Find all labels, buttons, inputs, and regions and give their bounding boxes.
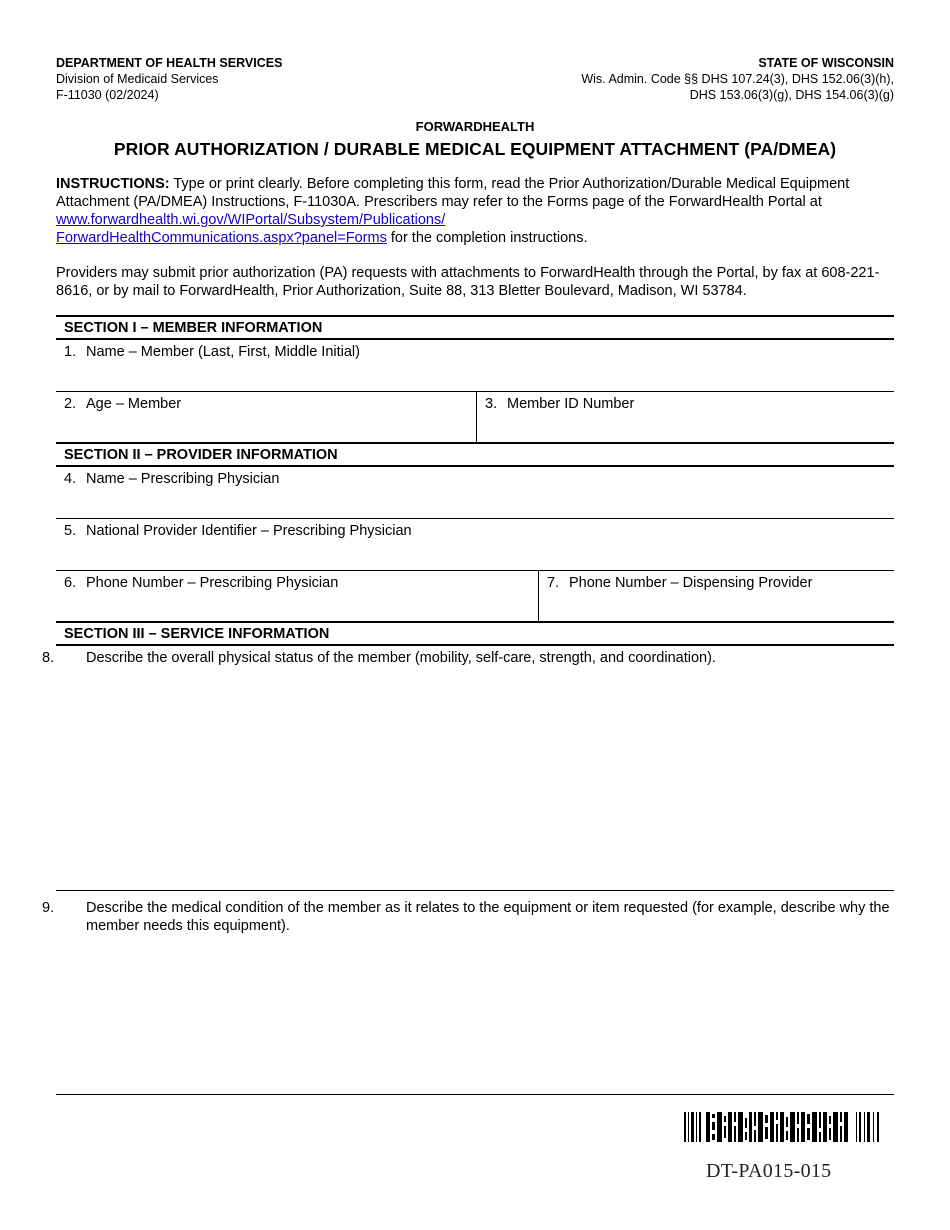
field-number: 5. <box>64 523 77 539</box>
physician-name-field[interactable] <box>56 467 894 518</box>
dispensing-phone-field[interactable] <box>538 571 894 621</box>
physician-phone-field[interactable] <box>56 571 538 621</box>
field-number: 4. <box>64 471 77 487</box>
physician-name-row <box>56 467 894 519</box>
field-label: Name – Member (Last, First, Middle Initial) <box>86 344 360 360</box>
form-brand: FORWARDHEALTH <box>415 119 535 134</box>
field-number: 9. <box>42 900 55 916</box>
field-label: Age – Member <box>86 396 182 412</box>
state-block <box>581 55 894 103</box>
member-name-row <box>56 340 894 392</box>
npi-row <box>56 519 894 571</box>
forms-link-part1: www.forwardhealth.wi.gov/WIPortal/Subsystem/Publications/ <box>56 212 446 228</box>
instructions-text: Type or print clearly. Before completing this form, read the Prior Authorization/Durable Medical Equipment Attachment (PA/DMEA) Instructions, F-11030A. Prescribers may refer to the Forms page of the ForwardHealth Portal at <box>56 176 850 210</box>
section2-header: SECTION II – PROVIDER INFORMATION <box>56 442 894 467</box>
department-name: DEPARTMENT OF HEALTH SERVICES <box>56 56 283 70</box>
form-number: F-11030 (02/2024) <box>56 88 159 102</box>
submission-paragraph: Providers may submit prior authorization (PA) requests with attachments to ForwardHealth through the Portal, by fax at 608-221-8616, or by mail to ForwardHealth, Prior Authorization, Suite 88, 313 Bletter Boulevard, Madison, WI 53784. <box>56 265 880 299</box>
field-label: Phone Number – Prescribing Physician <box>86 575 339 591</box>
field-label: Member ID Number <box>507 396 635 412</box>
member-name-field[interactable] <box>56 340 894 391</box>
bottom-rule <box>56 1094 894 1095</box>
division-name: Division of Medicaid Services <box>56 72 219 86</box>
instructions-label: INSTRUCTIONS: <box>56 176 170 192</box>
physical-status-row <box>42 646 894 891</box>
medical-condition-row <box>42 891 894 1089</box>
physical-status-field[interactable] <box>42 646 894 890</box>
field-number: 1. <box>64 344 77 360</box>
document-id: DT-PA015-015 <box>706 1160 832 1182</box>
instructions-text-after: for the completion instructions. <box>386 230 588 246</box>
member-id-field[interactable] <box>476 392 894 442</box>
state-name: STATE OF WISCONSIN <box>758 56 894 70</box>
admin-code-line2: DHS 153.06(3)(g), DHS 154.06(3)(g) <box>689 88 894 102</box>
form-page <box>42 55 894 1089</box>
field-number: 6. <box>64 575 77 591</box>
physician-npi-field[interactable] <box>56 519 894 570</box>
member-age-field[interactable] <box>56 392 476 442</box>
forms-link-part2: ForwardHealthCommunications.aspx?panel=Forms <box>56 230 387 246</box>
form-header <box>56 55 894 107</box>
field-label: Name – Prescribing Physician <box>86 471 280 487</box>
form-title: PRIOR AUTHORIZATION / DURABLE MEDICAL EQUIPMENT ATTACHMENT (PA/DMEA) <box>113 139 837 159</box>
field-label: Describe the medical condition of the member as it relates to the equipment or item requested (for example, describe why the member needs this equipment). <box>86 900 890 934</box>
admin-code-line1: Wis. Admin. Code §§ DHS 107.24(3), DHS 152.06(3)(h), <box>581 72 894 86</box>
phone-row <box>56 571 894 621</box>
member-age-id-row <box>56 392 894 442</box>
section1-header: SECTION I – MEMBER INFORMATION <box>56 315 894 340</box>
field-number: 7. <box>547 575 560 591</box>
barcode-image <box>684 1112 880 1142</box>
field-number: 3. <box>485 396 498 412</box>
section3-header: SECTION III – SERVICE INFORMATION <box>56 621 894 646</box>
field-label: Phone Number – Dispensing Provider <box>569 575 813 591</box>
field-number: 8. <box>42 650 55 666</box>
field-label: National Provider Identifier – Prescribing Physician <box>86 523 412 539</box>
field-label: Describe the overall physical status of the member (mobility, self-care, strength, and coordination). <box>86 650 716 666</box>
instructions-paragraph <box>56 175 894 247</box>
medical-condition-field[interactable] <box>42 891 894 1089</box>
agency-block <box>56 55 282 103</box>
field-number: 2. <box>64 396 77 412</box>
